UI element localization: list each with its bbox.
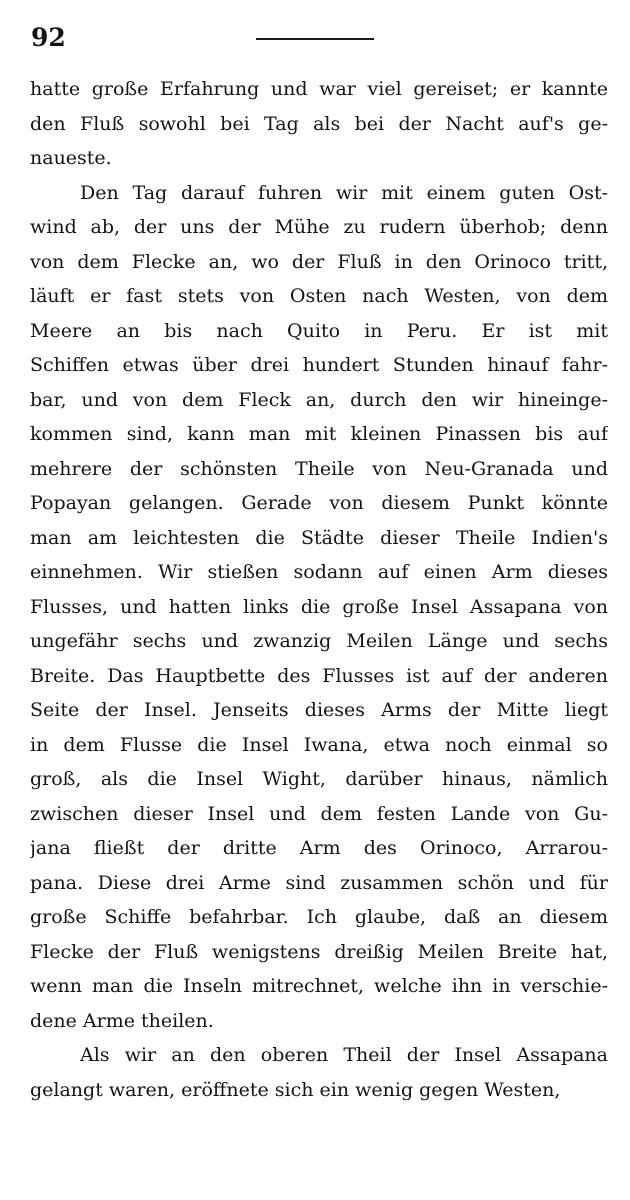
text-line: hatte große Erfahrung und war viel gereiset; er kannte bbox=[30, 78, 608, 100]
text-line: ungefähr sechs und zwanzig Meilen Länge und sechs bbox=[30, 630, 608, 652]
text-line: zwischen dieser Insel und dem festen Lande von Gu- bbox=[30, 802, 608, 825]
text-line: den Fluß sowohl bei Tag als bei der Nacht auf's ge- bbox=[30, 112, 608, 135]
body-text bbox=[30, 72, 608, 1107]
text-line: bar, und von dem Fleck an, durch den wir hineinge- bbox=[30, 388, 608, 411]
text-line: naueste. bbox=[30, 147, 112, 169]
text-line: Flecke der Fluß wenigstens dreißig Meilen Breite hat, bbox=[30, 940, 608, 963]
text-line: groß, als die Insel Wight, darüber hinaus, nämlich bbox=[30, 768, 608, 790]
text-line: man am leichtesten die Städte dieser Theile Indien's bbox=[30, 526, 608, 549]
text-line: Breite. Das Hauptbette des Flusses ist auf der anderen bbox=[30, 664, 608, 687]
text-line: Schiffen etwas über drei hundert Stunden hinauf fahr- bbox=[30, 354, 608, 376]
text-line: Als wir an den oberen Theil der Insel Assapana bbox=[80, 1044, 608, 1066]
text-line: läuft er fast stets von Osten nach Westen, von dem bbox=[30, 285, 608, 307]
text-line: mehrere der schönsten Theile von Neu-Granada und bbox=[30, 457, 608, 480]
text-line: Den Tag darauf fuhren wir mit einem guten Ost- bbox=[80, 181, 608, 204]
text-line: große Schiffe befahrbar. Ich glaube, daß an diesem bbox=[30, 906, 608, 928]
header-rule bbox=[256, 38, 374, 40]
text-line: von dem Flecke an, wo der Fluß in den Orinoco tritt, bbox=[30, 250, 608, 273]
text-line: kommen sind, kann man mit kleinen Pinassen bis auf bbox=[30, 423, 608, 445]
text-line: Popayan gelangen. Gerade von diesem Punkt könnte bbox=[30, 492, 608, 514]
text-line: in dem Flusse die Insel Iwana, etwa noch einmal so bbox=[30, 733, 608, 756]
text-line: Flusses, und hatten links die große Insel Assapana von bbox=[30, 595, 608, 618]
text-line: gelangt waren, eröffnete sich ein wenig gegen Westen, bbox=[30, 1078, 561, 1101]
page-number: 92 bbox=[31, 23, 66, 52]
text-line: wind ab, der uns der Mühe zu rudern überhob; denn bbox=[30, 216, 608, 238]
text-line: wenn man die Inseln mitrechnet, welche ihn in verschie- bbox=[30, 975, 608, 997]
text-line: einnehmen. Wir stießen sodann auf einen Arm dieses bbox=[30, 561, 608, 583]
text-line: pana. Diese drei Arme sind zusammen schön und für bbox=[30, 871, 608, 894]
text-line: jana fließt der dritte Arm des Orinoco, Arrarou- bbox=[30, 837, 608, 859]
text-line: Seite der Insel. Jenseits dieses Arms der Mitte liegt bbox=[30, 699, 608, 721]
text-line: Meere an bis nach Quito in Peru. Er ist mit bbox=[30, 319, 608, 342]
text-line: dene Arme theilen. bbox=[30, 1009, 214, 1032]
